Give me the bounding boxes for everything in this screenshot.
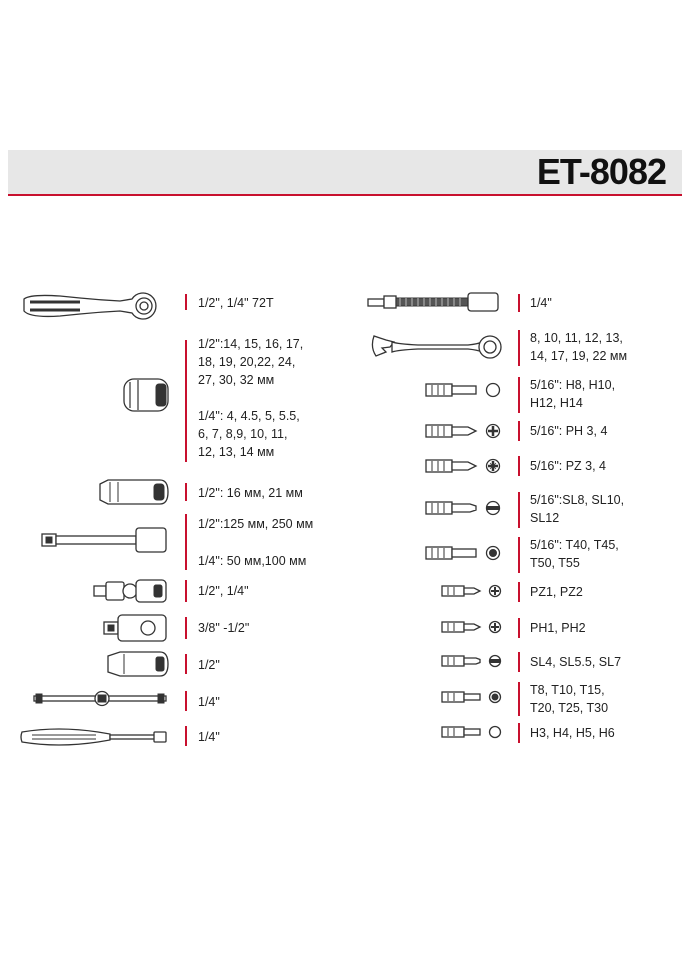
- spec-text: 8, 10, 11, 12, 13, 14, 17, 19, 22 мм: [530, 331, 628, 363]
- divider-bar: [185, 340, 187, 462]
- spinner-handle-icon: [18, 722, 170, 752]
- spec-text: 5/16": T40, T45, T50, T55: [530, 538, 619, 570]
- divider-bar: [518, 582, 520, 602]
- divider-bar: [185, 726, 187, 746]
- divider-bar: [518, 377, 520, 413]
- spec-text: 1/4": [198, 730, 220, 744]
- ratchet-icon: [20, 290, 170, 320]
- torx-bit-icon: [424, 543, 504, 563]
- sliding-t-bar-icon: [32, 688, 170, 710]
- divider-bar: [518, 330, 520, 366]
- pozidriv-bit-icon: [424, 456, 504, 476]
- divider-bar: [185, 691, 187, 711]
- divider-bar: [518, 618, 520, 638]
- hex-bit-icon: [424, 380, 504, 400]
- small-phillips-bit-icon: [440, 618, 504, 636]
- divider-bar: [518, 294, 520, 312]
- spec-text: 1/2": [198, 658, 220, 672]
- small-torx-bit-icon: [440, 688, 504, 706]
- spec-text: 1/4": 4, 4.5, 5, 5.5, 6, 7, 8,9, 10, 11, 12, 13, 14 мм: [198, 409, 300, 459]
- extension-bar-icon: [40, 524, 170, 556]
- divider-bar: [185, 580, 187, 602]
- divider-bar: [518, 421, 520, 441]
- divider-bar: [185, 483, 187, 501]
- spec-text: 1/2": 16 мм, 21 мм: [198, 486, 303, 500]
- adapter-icon: [102, 613, 170, 643]
- universal-joint-icon: [92, 576, 170, 606]
- bit-adapter-icon: [106, 650, 170, 678]
- spec-text: 1/2", 1/4" 72T: [198, 296, 274, 310]
- spec-text: 1/4": 50 мм,100 мм: [198, 554, 307, 568]
- divider-bar: [518, 682, 520, 716]
- spec-text: 1/4": [530, 296, 552, 310]
- small-slotted-bit-icon: [440, 652, 504, 670]
- small-pozidriv-bit-icon: [440, 582, 504, 600]
- spec-text: 1/4": [198, 695, 220, 709]
- flexible-extension-icon: [366, 290, 504, 314]
- spec-text: SL4, SL5.5, SL7: [530, 655, 622, 669]
- divider-bar: [518, 492, 520, 528]
- header-band: [8, 150, 682, 196]
- divider-bar: [185, 654, 187, 674]
- divider-bar: [185, 294, 187, 310]
- spec-text: H3, H4, H5, H6: [530, 726, 615, 740]
- divider-bar: [185, 514, 187, 570]
- model-number: ET-8082: [536, 151, 666, 192]
- phillips-bit-icon: [424, 421, 504, 441]
- spec-text: 1/2":14, 15, 16, 17, 18, 19, 20,22, 24, 27, 30, 32 мм: [198, 337, 304, 387]
- slotted-bit-icon: [424, 498, 504, 518]
- spec-text: 5/16":SL8, SL10, SL12: [530, 493, 625, 525]
- spec-text: 5/16": H8, H10, H12, H14: [530, 378, 616, 410]
- divider-bar: [185, 617, 187, 639]
- spec-text: T8, T10, T15, T20, T25, T30: [530, 683, 609, 715]
- divider-bar: [518, 723, 520, 743]
- socket-icon: [122, 376, 170, 414]
- spec-text: PZ1, PZ2: [530, 585, 583, 599]
- spec-text: 1/2":125 мм, 250 мм: [198, 517, 314, 531]
- divider-bar: [518, 652, 520, 672]
- spec-text: 3/8" -1/2": [198, 621, 250, 635]
- spec-text: 5/16": PZ 3, 4: [530, 459, 607, 473]
- deep-socket-icon: [98, 478, 170, 506]
- combination-wrench-icon: [368, 330, 504, 364]
- spec-text: 1/2", 1/4": [198, 584, 249, 598]
- small-hex-bit-icon: [440, 723, 504, 741]
- spec-text: PH1, PH2: [530, 621, 586, 635]
- divider-bar: [518, 456, 520, 476]
- divider-bar: [518, 537, 520, 573]
- spec-text: 5/16": PH 3, 4: [530, 424, 608, 438]
